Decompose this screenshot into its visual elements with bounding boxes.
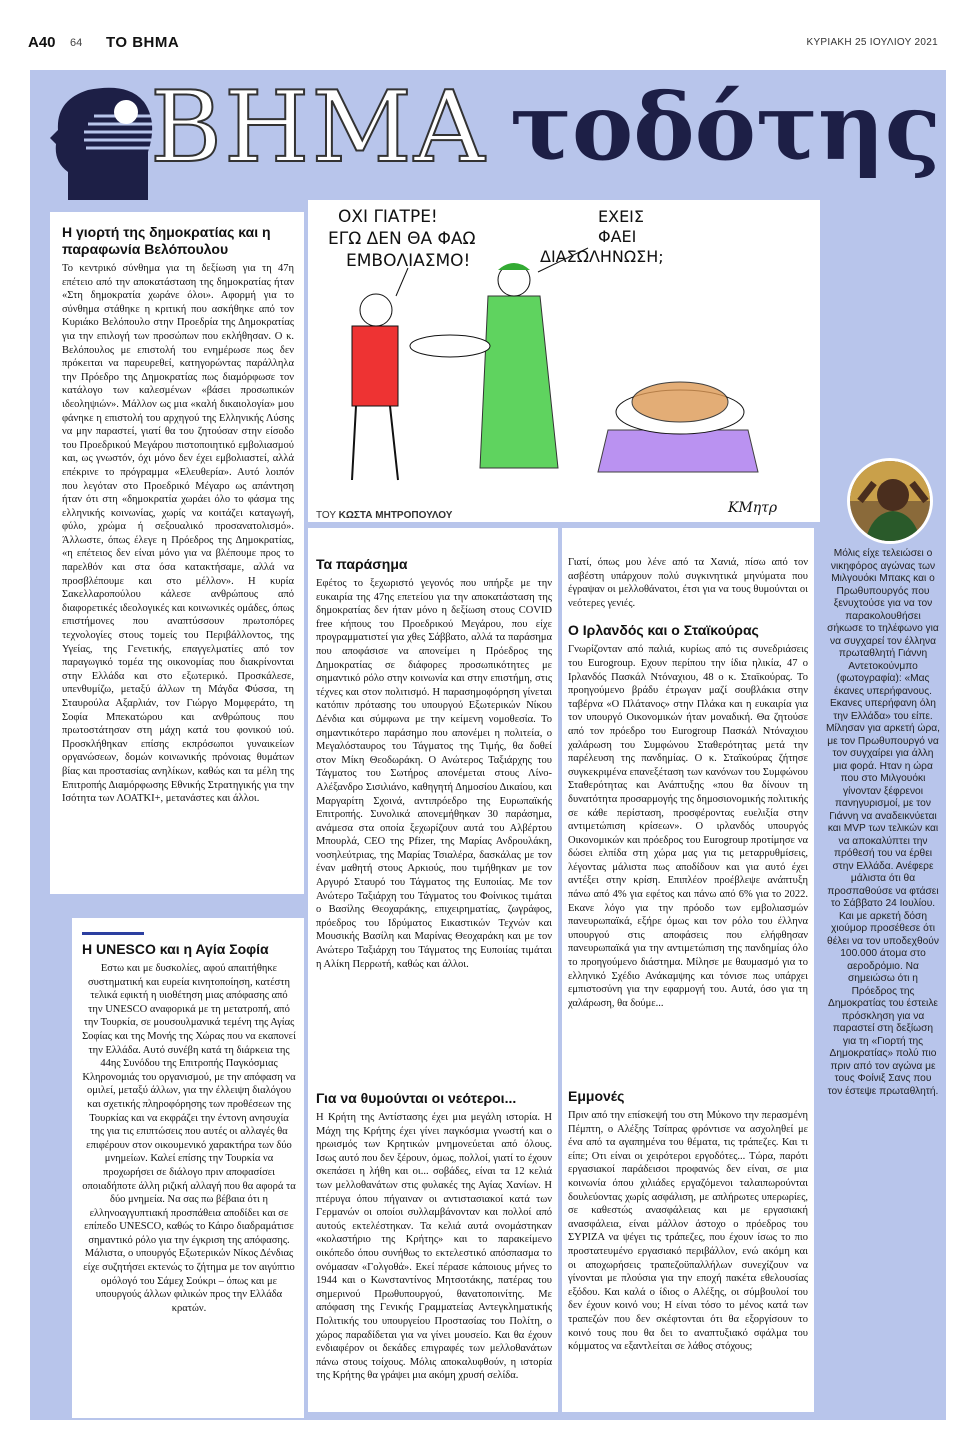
page-subnumber: 64 xyxy=(70,37,83,49)
article-medals xyxy=(316,556,552,1086)
svg-text:ΕΜΒΟΛΙΑΣΜΟ!: ΕΜΒΟΛΙΑΣΜΟ! xyxy=(346,251,471,271)
article-body: Εστω και με δυσκολίες, αφού απαιτήθηκε συστηματική και ευρεία κινητοποίηση, κατέστη τελικά εφικτή η υιοθέτηση μιας απόφασης από την UNESCO αναφορικά με τη μετατροπή, από την Τουρκία, σε μουσουλμανικά τεμένη της Αγίας Σοφίας και της Μονής της Χώρας που να εκαπονεί την Ελλάδα. Αυτό συνέβη κατά τη διάρκεια της 44ης Συνόδου της Επιτροπής Παγκόσμιας Κληρονομιάς του οργανισμού, με την απόφαση να ομιλεί, μεταξύ άλλων, για την έλλειψη διαλόγου και σχετικής πληροφόρησης των προθέσεων της Τουρκίας και να εκφράζει την έντονη ανησυχία της για τις επιπτώσεις που αυτές οι αλλαγές θα επιφέρουν στον οικουμενικό χαρακτήρα των δύο μνημείων. Καλεί επίσης την Τουρκία να προχωρήσει σε διάλογο πριν αποφασίσει οποιαδήποτε άλλη ριζική αλλαγή που θα αφορά τα δύο μνημεία. Να σας πω βέβαια ότι η ελληνοαγγυπτιακή προσπάθεια αποδίδει και σε επίπεδο UNESCO, καθώς το Κάιρο διαδραμάτισε σημαντικό ρόλο για την έγκριση της απόφασης. Μάλιστα, ο υπουργός Εξωτερικών Νίκος Δένδιας είχε συζητήσει εκτενώς το ζήτημα με τον αιγύπτιο ομόλογό του Σάμεχ Σούκρι – όπως και με υπουργούς άλλων φιλικών προς την Ελλάδα κρατών. xyxy=(82,963,296,1314)
player-photo xyxy=(847,458,933,544)
accent-rule xyxy=(82,932,144,935)
article-body: Το κεντρικό σύνθημα για τη δεξίωση για τη 47η επέτειο από την αποκατάσταση της δημοκρατίας ήταν «Στη δημοκρατία χωράνε όλοι». Αφορμή για το σύνθημα στάθηκε η κριτική που ασκήθηκε από τον Κυριάκο Βελόπουλο στην Προεδρία της Δημοκρατίας για την επιλογή των προσώπων που εκλήθησαν. Ο κ. Βελόπουλος με επιστολή του ενημέρωσε πως δεν πρόκειται να παρευρεθεί, κατηγορώντας παράλληλα την Πρόεδρο της Δημοκρατίας πως διαμόρφωσε τον κατάλογο των καλεσμένων «βάσει προσωπικών ιδεοληψιών». Μάλλον ως μια «καλή δικαιολογία» μου φάνηκε η επιστολή του αρχηγού της Ελληνικής Λύσης να μην παραστεί, γιατί θα του ζητούσαν στην είσοδο του Προεδρικού Μεγάρου πιστοποιητικό εμβολιασμού και, ως γνωστόν, όχι μόνο δεν έχει εμβολιαστεί, αλλά επέκρινε το πρόγραμμα «Ελευθερία». Αυτό λοιπόν που λεγόταν στο Προεδρικό Μέγαρο ως απάντηση ήταν ότι στη «δημοκρατία χωράει όλο το φάσμα της ελληνικής κοινωνίας, χωρίς να κοιτάζει καταγωγή, φύλο, χρώμα ή σεξουαλικό προσανατολισμό». Άλλωστε, όπως έλεγε η Πρόεδρος της Δημοκρατίας, «η επέτειος δεν είναι μόνο για να βλέπουμε προς το παρελθόν και στα όσα κατακτήσαμε, αλλά να προσβλέπουμε και στο μέλλον». Η κυρία Σακελλαροπούλου κάλεσε ανθρώπους από διαφορετικές ιδεολογικές και κοινωνικές ομάδες, όπως επιστήμονες που αναπτύσσουν πρωτοπόρες τεχνολογίες στους τομείς του Περιβάλλοντος, της Υγείας, της Γενετικής, επαγγελματίες από τον παραγωγικό τομέα της οικονομίας που διακρίνονται στην Ελλάδα και στο εξωτερικό. Προσκάλεσε, υπενθυμίζω, μεταξύ άλλων τη Μάγδα Φύσσα, τη Σταυρούλα Αξαρλιάν, τον Γιώργο Μομφεράτο, τη Σοφία Μπεκατώρου και ανθρώπους που πρωτοστάτησαν στη μάχη κατά του φονικού ιού. Προσκλήθηκαν επίσης εκπρόσωποι γυναικείων οργανώσεων, δομών κοινωνικής πρόνοιας θυμάτων βίας και προστασίας ανηλίκων, καθώς και τα μέλη της Επιτροπής Διαμόρφωσης Εθνικής Στρατηγικής για την Ισότητα των ΛΟΑΤΚΙ+, μετανάστες και άλλοι. xyxy=(62,263,294,805)
article-title: Ο Ιρλανδός και ο Σταϊκούρας xyxy=(568,622,759,639)
sidebar-text: Μόλις είχε τελειώσει ο νικηφόρος αγώνας των Μιλγουόκι Μπακς και ο Πρωθυπουργός που ξενυχτούσε για να τον παρακολουθήσει σήκωσε το τηλέφωνο για να συγχαρεί τον έλληνα πρωταθλητή Γιάννη Αντετοκούνμπο (φωτογραφία): «Μας έκανες υπερήφανους. Εκανες υπερήφανη όλη την Ελλάδα» του είπε. Μίλησαν για αρκετή ώρα, με τον Πρωθυπουργό να τον συγχαίρει για άλλη μια φορά. Ηταν η ώρα που στο Μιλγουόκι γίνονταν ξέφρενοι πανηγυρισμοί, με τον Γιάννη να αναδεικνύεται και MVP των τελικών και να αποκαλύπτει την πρόθεσή του να έρθει στην Ελλάδα. Ανέφερε μάλιστα ότι θα προσπαθούσε να φτάσει το Σάββατο 24 Ιουλίου. Και με αρκετή δόση χιούμορ προσέθεσε ότι θέλει να τον υποδεχθούν 100.000 άτομα στο αεροδρόμιο. Να σημειώσω ότι η Πρόεδρος της Δημοκρατίας του έστειλε πρόσκληση για να παραστεί στη δεξίωση για τη «Γιορτή της Δημοκρατίας» πολύ πιο πριν από τον αγώνα με τους Φοίνιξ Σανς που τον έστεψε πρωταθλητή. xyxy=(826,548,940,1097)
cartoonist-name: ΚΩΣΤΑ ΜΗΤΡΟΠΟΥΛΟΥ xyxy=(338,510,453,521)
article-title: Τα παράσημα xyxy=(316,556,408,572)
article-body: Η Κρήτη της Αντίστασης έχει μια μεγάλη ιστορία. Η Μάχη της Κρήτης έχει γίνει παγκόσμια γνωστή και ο ηρωισμός των Κρητικών μνημονεύεται από όλους. Ισως αυτό που δεν ξέρουν, όμως, πολλοί, γιατί το έχουν σκεπάσει η λήθη και οι... σοβάδες, είναι τα 12 κελιά των μελλοθανάτων στις φυλακές της Αγίας Χανίων. Η πτέρυγα όπου πήγαιναν οι αντιστασιακοί κατά των Γερμανών οι οποίοι συλλαμβάνονταν και πολλοί από αυτούς εκτελέστηκαν. Τα κελιά αυτά ονομάστηκαν «κολαστήριο της Κρήτης» και το παρακείμενο οικόπεδο όπου συνήθως το εκτελεστικό απόσπασμα το ονόμασαν «Γολγοθά». Εκεί πέρασε κάποιους μήνες το 1944 και ο Κωνσταντίνος Μητσοτάκης, πατέρας του σημερινού Πρωθυπουργού, θανατοποινίτης. Με απόφαση της Γενικής Γραμματείας Αντεγκληματικής Πολιτικής του υπουργείου Προστασίας του Πολίτη, ο χώρος παραδίδεται για να γίνει μουσείο. Και θα έχουν ενδιαφέρον οι δεκάδες επιγραφές των μελλοθανάτων πάνω στους τοίχους. Μόλις αποκαλυφθούν, η ιστορία της Κρήτης θα γράψει μια ακόμη χρυσή σελίδα. xyxy=(316,1112,552,1382)
masthead: ΤΟ ΒΗΜΑ xyxy=(106,34,180,51)
svg-text:ΟΧΙ ΓΙΑΤΡΕ!: ΟΧΙ ΓΙΑΤΡΕ! xyxy=(338,207,438,227)
sidebar-note xyxy=(826,548,940,1098)
svg-text:ΔΙΑΣΩΛΗΝΩΣΗ;: ΔΙΑΣΩΛΗΝΩΣΗ; xyxy=(540,247,664,266)
page-number: A40 xyxy=(28,34,56,51)
article-democracy xyxy=(62,224,294,888)
article-title: Η UNESCO και η Αγία Σοφία xyxy=(82,941,269,957)
article-title: Η γιορτή της δημοκρατίας και η παραφωνία Βελόπουλου xyxy=(62,224,271,257)
page-header xyxy=(28,34,938,56)
article-crete xyxy=(316,1090,552,1410)
cartoon-drawing xyxy=(308,200,820,522)
svg-text:ΕΓΩ ΔΕΝ ΘΑ ΦΑΩ: ΕΓΩ ΔΕΝ ΘΑ ΦΑΩ xyxy=(328,229,476,249)
cartoon xyxy=(308,200,820,522)
cartoon-credit: ΤΟΥ ΚΩΣΤΑ ΜΗΤΡΟΠΟΥΛΟΥ xyxy=(316,510,453,521)
article-obsessions xyxy=(568,1088,808,1408)
article-body: Εφέτος το ξεχωριστό γεγονός που υπήρξε με την ευκαιρία της 47ης επετείου για την αποκατάσταση της δημοκρατίας δεν ήταν μόνο η δεξίωση στους COVID free κήπους του Προεδρικού Μεγάρου, που είχε προγραμματιστεί για χθες Σάββατο, αλλά τα παράσημα που αποφάσισε να απονείμει η Πρόεδρος της Δημοκρατίας σε διάφορες προσωπικότητες με σημαντικό ρόλο στην κοινωνία και στην επιστήμη, στις τέχνες και στον πολιτισμό. Η παρασημοφόρηση γίνεται κατόπιν πρότασης του υπουργού Εξωτερικών Νίκου Δένδια και σύμφωνα με την κείμενη νομοθεσία. Το σημαντικότερο παράσημο που απονέμει η πολιτεία, ο Μεγαλόσταυρος του Τάγματος της Τιμής, θα δοθεί στον Μίκη Θεοδωράκη. Ο Ανώτερος Ταξιάρχης του Τάγματος του Σωτήρος απονέμεται στους Λίνο-Αλέξανδρο Σισιλιάνο, καθηγητή Δημοσίου Δικαίου, και Μαργαρίτη Σχοινά, αντιπρόεδρο της Ευρωπαϊκής Επιτροπής. Συνολικά απονεμήθηκαν 30 παράσημα, ανάμεσα στα οποία ξεχωρίζουν αυτά του Αλβέρτου Μπουρλά, CEO της Pfizer, της Μαρίας Ανδρουλάκη, νοσηλεύτριας, της Μαρίας Τσιαλέρα, δασκάλας με τον έναν μαθητή στους Αρκιούς, που τιμήθηκαν με τον Αργυρό Σταυρό του Τάγματος της Ευποιίας. Με τον Ανώτερο Ταξιάρχη του Τάγματος του Φοίνικος τιμάται ο Βασίλης Θεοχαράκης, επιχειρηματίας, ζωγράφος, πρόεδρος του Ιδρύματος Εικαστικών Τεχνών και Μουσικής Βασίλη και Μαρίνας Θεοχαράκη και με τον Ανώτερο Ταξιάρχη του Τάγματος της Ευποιίας τιμάται η Αλίκη Περρωτή, καθώς και άλλοι. xyxy=(316,578,552,970)
cartoon-signature: ΚΜητρ xyxy=(728,500,778,516)
section-title-part2: τοδότης xyxy=(510,73,941,181)
issue-date: ΚΥΡΙΑΚΗ 25 ΙΟΥΛΙΟΥ 2021 xyxy=(806,37,938,48)
article-title: Για να θυμούνται οι νεότεροι... xyxy=(316,1090,517,1106)
article-intro: Γιατί, όπως μου λένε από τα Χανιά, πίσω από τον ασβέστη υπάρχουν πολύ συγκινητικά μηνύματα που έγραψαν οι μελλοθάνατοι, έτσι για να τους θυμούνται οι νεότερες γενιές. xyxy=(568,557,808,609)
section-title-part1: ΒΗΜΑ xyxy=(150,71,487,185)
article-title: Εμμονές xyxy=(568,1088,625,1104)
svg-text:ΕΧΕΙΣ: ΕΧΕΙΣ xyxy=(598,207,645,226)
article-eurogroup xyxy=(568,556,808,1076)
article-body: Γνωρίζονταν από παλιά, κυρίως από τις συνεδριάσεις του Eurogroup. Εχουν περίπου την ίδια ηλικία, 47 ο Ιρλανδός Πασκάλ Ντόναχιου, 48 ο κ. Σταϊκούρας. Το προηγούμενο βράδυ έτρωγαν μαζί σουβλάκια στην ταβέρνα «Ο Πλάτανος» στην Πλάκα και η ευκαιρία για τον υπουργό Οικονομικών ήταν μοναδική. Θα ζητούσε από τον πρόεδρο του Eurogroup Πασκάλ Ντόναχιου χαλάρωση του Συμφώνου Σταθερότητας μετά την παρέλευση της πανδημίας. Ο κ. Σταϊκούρας ζήτησε συγκεκριμένα επανεξέταση των κανόνων του Συμφώνου Σταθερότητας και Ανάπτυξης «που θα δίνουν τη δυνατότητα προσαρμογής της δημοσιονομικής πολιτικής σε κάθε περίσταση, προσφέροντας ευελιξία στην αντιμετώπιση κρίσεων». Ο ιρλανδός υπουργός Οικονομικών και πρόεδρος του Eurogroup προτίμησε να δώσει ελπίδα στη χώρα μας για τις μεταρρυθμίσεις, λέγοντας μάλιστα πως αποδίδουν και για αυτό έχει αντέξει στην κρίση. Επιπλέον προέβλεψε ανάπτυξη πάνω από 4% για εφέτος και πάνω από 6% για το 2022. Εκανε λόγο για την πρόοδο των εμβολιασμών πανευρωπαϊκά, εξήρε όμως και τον ρόλο του έλληνα υπουργού στις αποφάσεις που ελήφθησαν πανευρωπαϊκά για την αντιμετώπιση της πανδημίας όλο το προηγούμενο διάστημα. Μίλησε με θαυμασμό για το ελληνικό Σχέδιο Ανάκαμψης και τόνισε πως υπάρχει εμπιστοσύνη για την εφαρμογή του. Αυτά, όσο για τη χαλάρωση, θα δούμε... xyxy=(568,644,808,1009)
article-unesco xyxy=(82,932,296,1412)
svg-text:ΦΑΕΙ: ΦΑΕΙ xyxy=(598,227,637,246)
article-body: Πριν από την επίσκεψή του στη Μύκονο την περασμένη Πέμπτη, ο Αλέξης Τσίπρας φρόντισε να ασχοληθεί με ένα από τα αγαπημένα του θέματα, τις τράπεζες. Και τι είπε; Οτι είναι οι χειρότεροι εργοδότες... Τώρα, παρότι εργασιακοί παράδεισοι προφανώς δεν είναι, σε μια κοινωνία όπου χιλιάδες εργαζόμενοι ταλαιπωρούνται δουλεύοντας χωρίς ασφάλιση, με απλήρωτες υπερωρίες, σε καθεστώς ανασφάλειας και με εργασιακή ανασφάλεια, είναι μάλλον άστοχο ο πρόεδρος του ΣΥΡΙΖΑ να ψέγει τις τράπεζες, που έχουν ίσως το πιο προστατευμένο εργασιακό περιβάλλον, ενώ ακόμη και οι αποχωρήσεις τραπεζοϋπαλλήλων συνεχίζουν να γίνονται με πλούσια για την εποχή πακέτα εθελουσίας εξόδου. Και καλά ο ίδιος ο Αλέξης, οι σύμβουλοί του δεν έχουν κοινό νου; Η είναι τόσο το μένος κατά των τραπεζών που δεν σκέφτονται ότι θα εξοργίσουν το κοινό τους που θα δει το αναπτυξιακό σφάλμα του κόμματος να εξαντλείται σε λάθος στόχους; xyxy=(568,1110,808,1353)
